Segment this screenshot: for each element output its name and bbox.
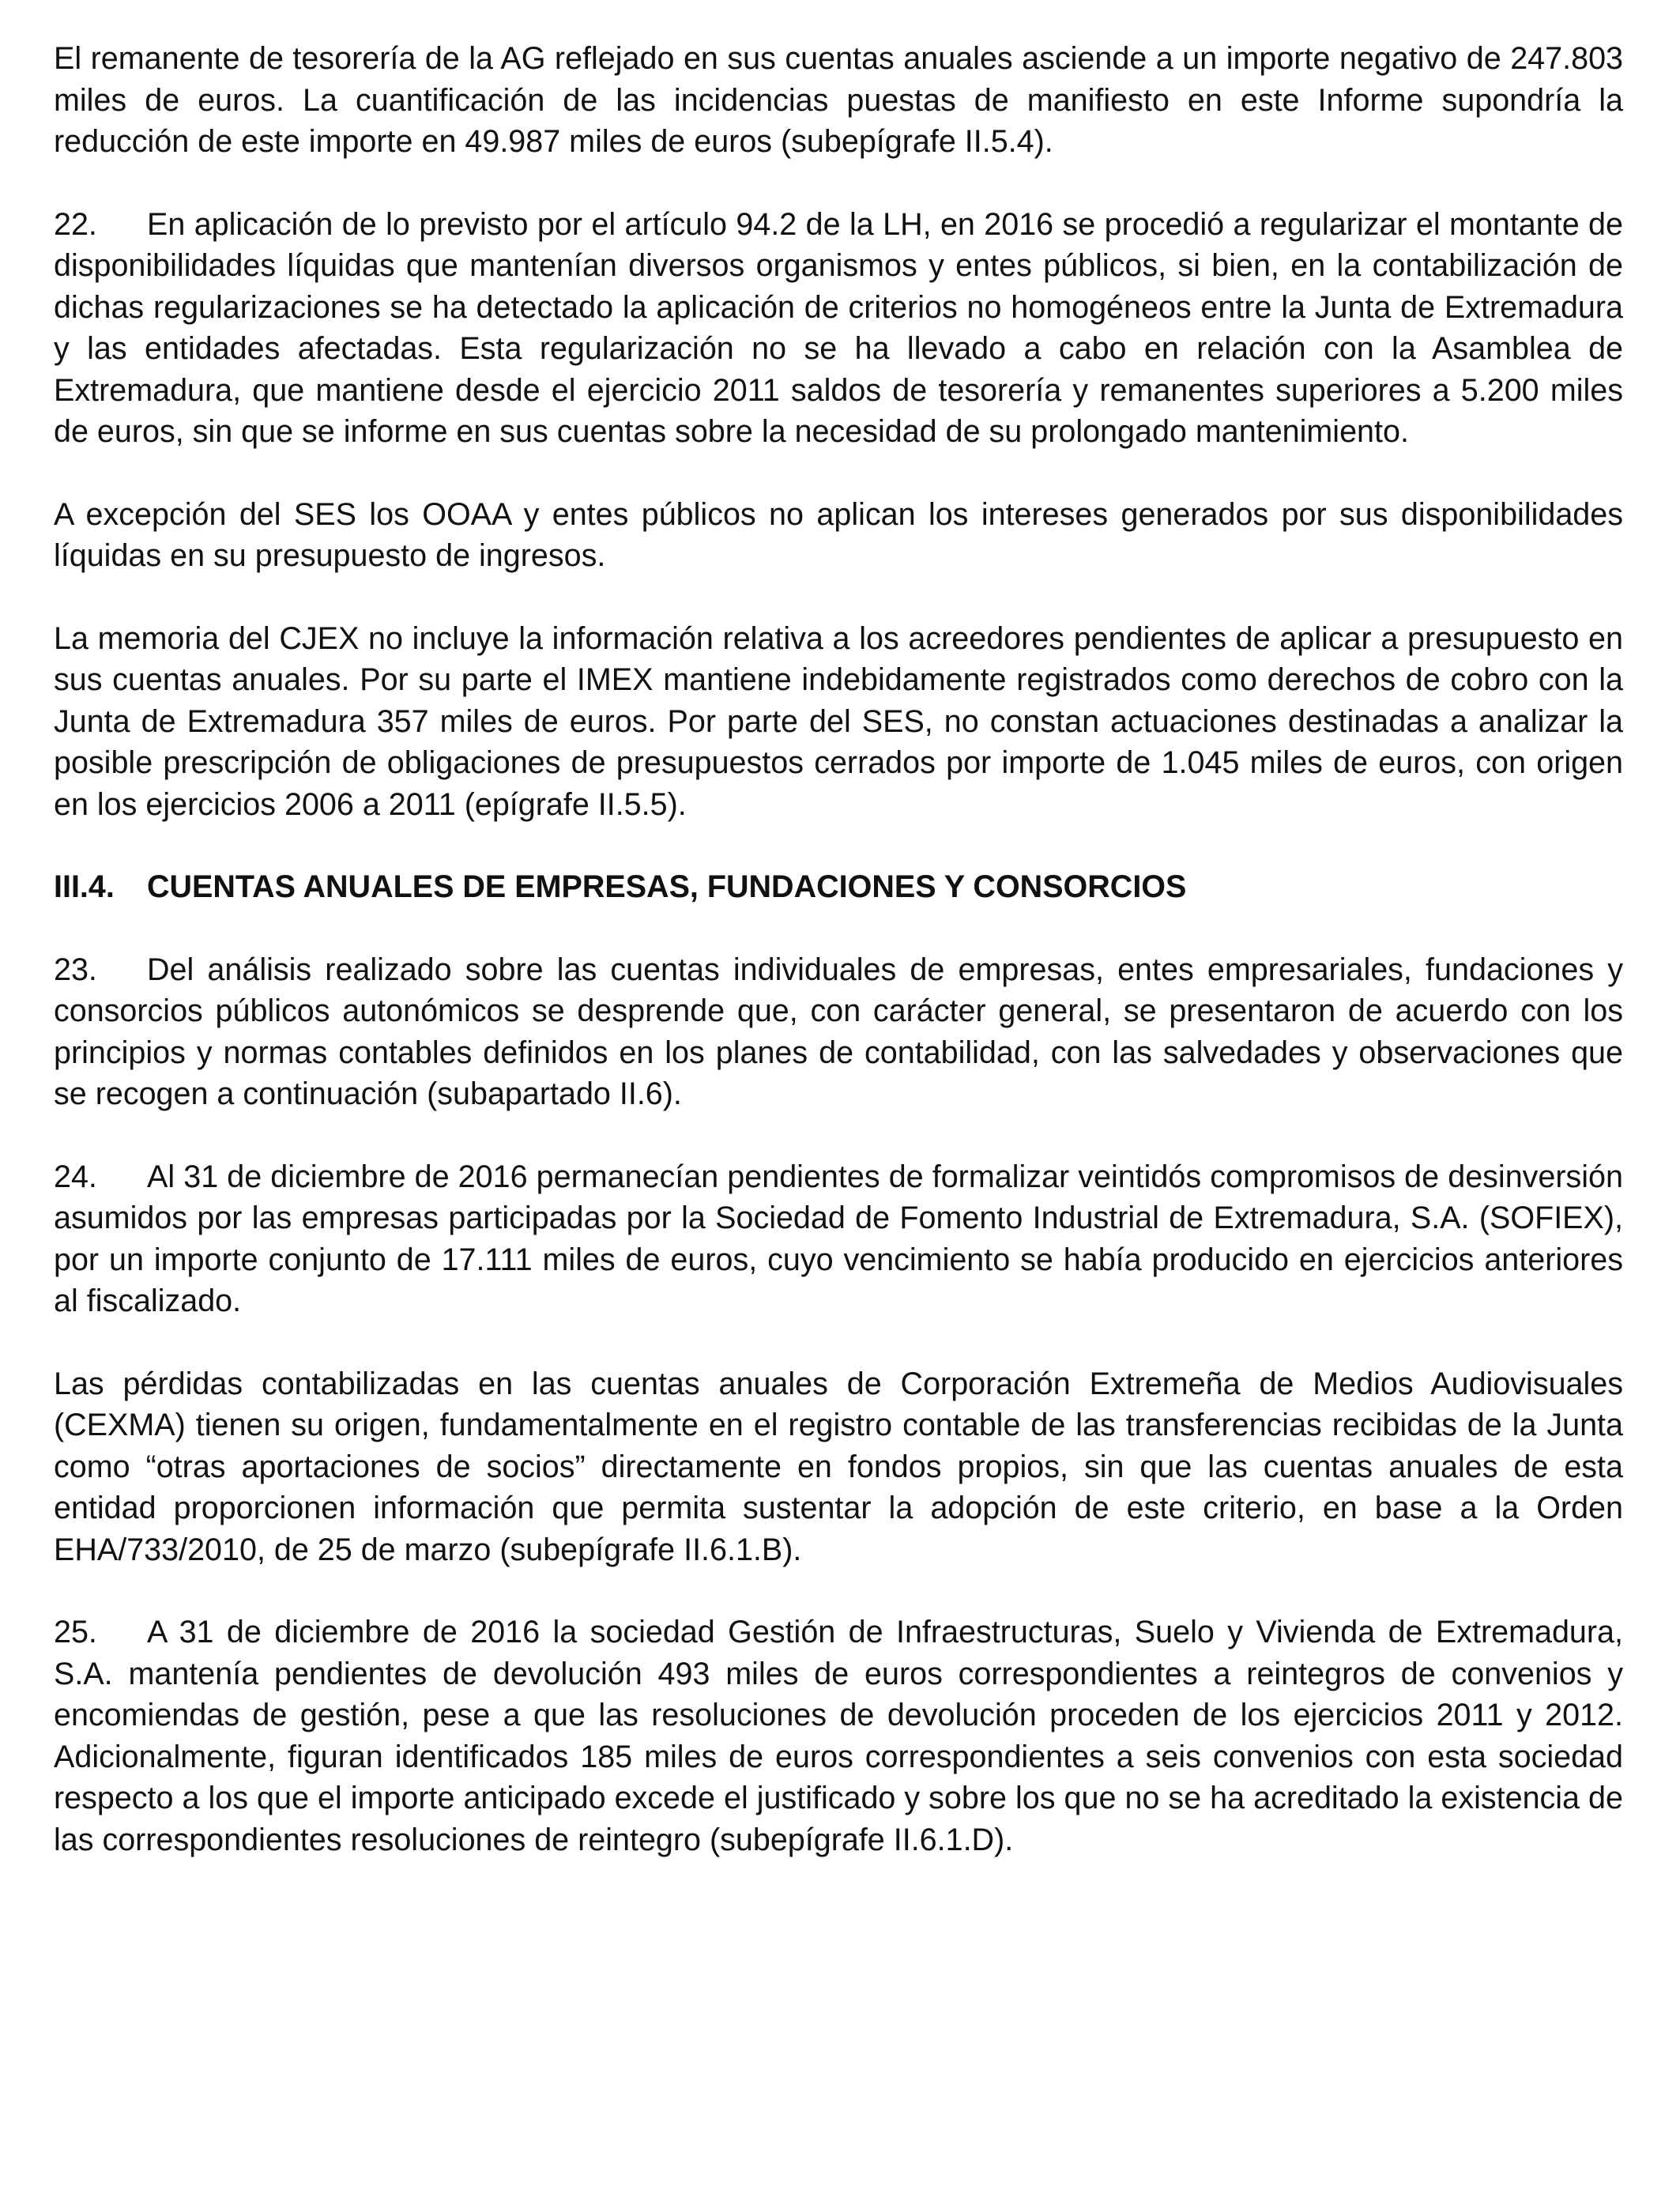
document-page bbox=[54, 38, 1623, 1902]
section-number: III.4. bbox=[54, 869, 115, 904]
section-title: CUENTAS ANUALES DE EMPRESAS, FUNDACIONES Y CONSORCIOS bbox=[147, 869, 1187, 904]
paragraph-number: 23. bbox=[54, 952, 97, 987]
paragraph-remanente bbox=[54, 38, 1623, 163]
paragraph-23 bbox=[54, 949, 1623, 1115]
paragraph-text: A excepción del SES los OOAA y entes públicos no aplican los intereses generados por sus disponibilidades líquidas en su presupuesto de ingresos. bbox=[54, 496, 1623, 573]
paragraph-text: En aplicación de lo previsto por el artículo 94.2 de la LH, en 2016 se procedió a regularizar el montante de disponibilidades líquidas que mantenían diversos organismos y entes públicos, si bien, en la contabilización de dichas regularizaciones se ha detectado la aplicación de criterios no homogéneos entre la Junta de Extremadura y las entidades afectadas. Esta regularización no se ha llevado a cabo en relación con la Asamblea de Extremadura, que mantiene desde el ejercicio 2011 saldos de tesorería y remanentes superiores a 5.200 miles de euros, sin que se informe en sus cuentas sobre la necesidad de su prolongado mantenimiento. bbox=[54, 206, 1623, 449]
paragraph-text: La memoria del CJEX no incluye la información relativa a los acreedores pendientes de aplicar a presupuesto en sus cuentas anuales. Por su parte el IMEX mantiene indebidamente registrados como derechos de cobro con la Junta de Extremadura 357 miles de euros. Por parte del SES, no constan actuaciones destinadas a analizar la posible prescripción de obligaciones de presupuestos cerrados por importe de 1.045 miles de euros, con origen en los ejercicios 2006 a 2011 (epígrafe II.5.5). bbox=[54, 620, 1623, 822]
paragraph-22 bbox=[54, 204, 1623, 453]
paragraph-memoria-cjex bbox=[54, 618, 1623, 826]
paragraph-number: 24. bbox=[54, 1159, 97, 1194]
paragraph-excepcion-ses bbox=[54, 494, 1623, 577]
paragraph-24 bbox=[54, 1156, 1623, 1322]
paragraph-number: 25. bbox=[54, 1615, 97, 1649]
paragraph-25 bbox=[54, 1612, 1623, 1860]
paragraph-number: 22. bbox=[54, 206, 97, 242]
section-heading bbox=[54, 866, 1623, 908]
paragraph-text: Al 31 de diciembre de 2016 permanecían pendientes de formalizar veintidós compromisos de desinversión asumidos por las empresas participadas por la Sociedad de Fomento Industrial de Extremadura, S.A. (SOFIEX), por un importe conjunto de 17.111 miles de euros, cuyo vencimiento se había producido en ejercicios anteriores al fiscalizado. bbox=[54, 1159, 1623, 1318]
paragraph-text: El remanente de tesorería de la AG reflejado en sus cuentas anuales asciende a un importe negativo de 247.803 miles de euros. La cuantificación de las incidencias puestas de manifiesto en este Informe supondría la reducción de este importe en 49.987 miles de euros (subepígrafe II.5.4). bbox=[54, 41, 1623, 159]
paragraph-perdidas-cexma bbox=[54, 1363, 1623, 1571]
paragraph-text: A 31 de diciembre de 2016 la sociedad Gestión de Infraestructuras, Suelo y Vivienda de Extremadura, S.A. mantenía pendientes de devolución 493 miles de euros correspondientes a reintegros de convenios y encomiendas de gestión, pese a que las resoluciones de devolución proceden de los ejercicios 2011 y 2012. Adicionalmente, figuran identificados 185 miles de euros correspondientes a seis convenios con esta sociedad respecto a los que el importe anticipado excede el justificado y sobre los que no se ha acreditado la existencia de las correspondientes resoluciones de reintegro (subepígrafe II.6.1.D). bbox=[54, 1615, 1623, 1857]
paragraph-text: Del análisis realizado sobre las cuentas individuales de empresas, entes empresariales, fundaciones y consorcios públicos autonómicos se desprende que, con carácter general, se presentaron de acuerdo con los principios y normas contables definidos en los planes de contabilidad, con las salvedades y observaciones que se recogen a continuación (subapartado II.6). bbox=[54, 952, 1623, 1111]
paragraph-text: Las pérdidas contabilizadas en las cuentas anuales de Corporación Extremeña de Medios Audiovisuales (CEXMA) tienen su origen, fundamentalmente en el registro contable de las transferencias recibidas de la Junta como “otras aportaciones de socios” directamente en fondos propios, sin que las cuentas anuales de esta entidad proporcionen información que permita sustentar la adopción de este criterio, en base a la Orden EHA/733/2010, de 25 de marzo (subepígrafe II.6.1.B). bbox=[54, 1366, 1623, 1567]
